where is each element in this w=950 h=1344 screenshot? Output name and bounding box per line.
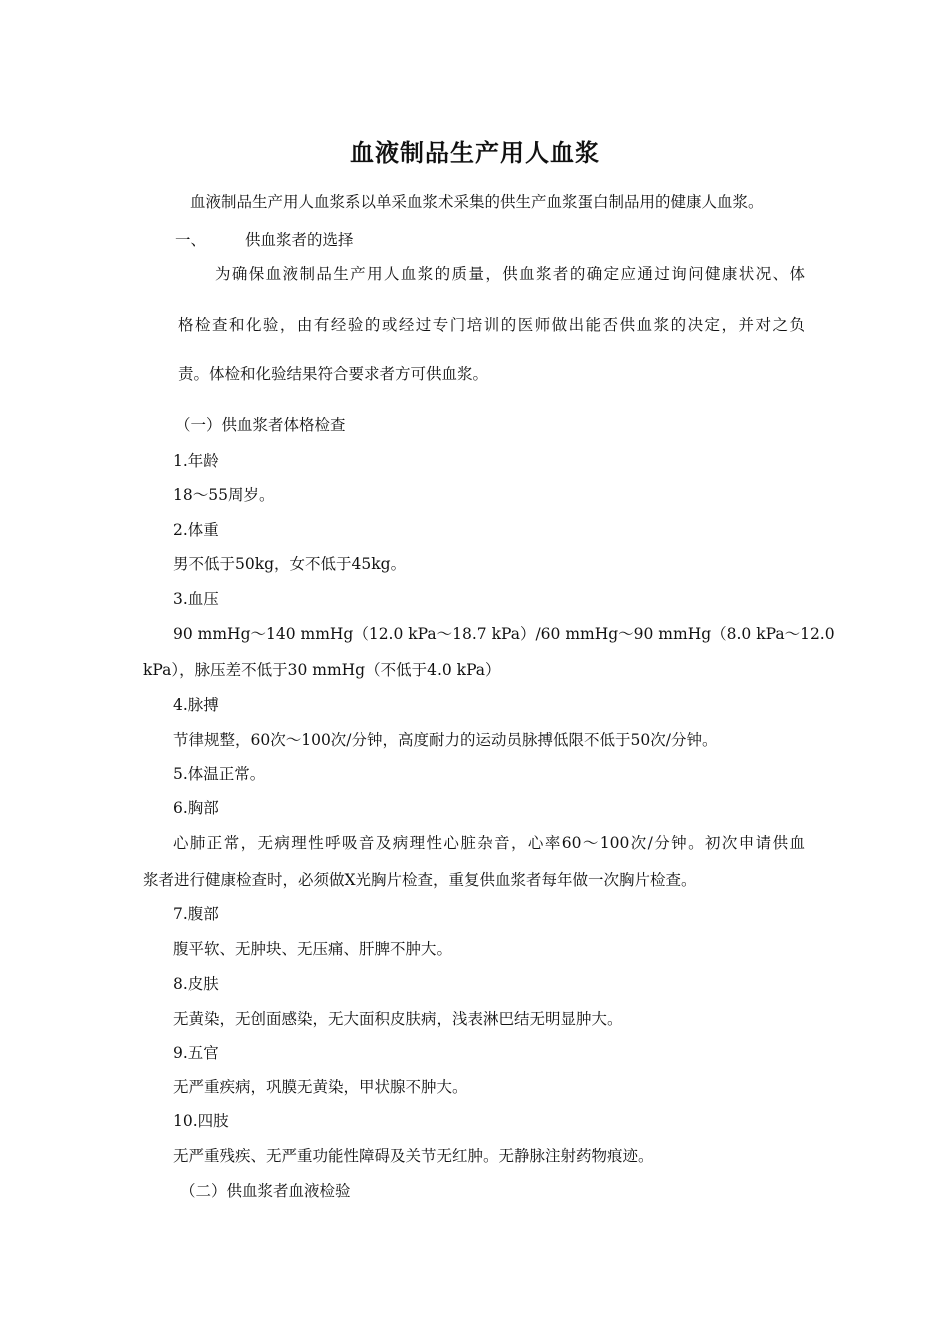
item-text: 90 mmHg～140 mmHg（12.0 kPa～18.7 kPa）/60 mmHg～90 mmHg（8.0 kPa～12.0 <box>173 625 835 643</box>
intro-paragraph: 血液制品生产用人血浆系以单采血浆术采集的供生产血浆蛋白制品用的健康人血浆。 <box>190 193 764 211</box>
item-label: 5.体温正常。 <box>173 765 266 783</box>
item-text: 男不低于50kg，女不低于45kg。 <box>173 555 407 573</box>
item-text: 无黄染，无创面感染，无大面积皮肤病，浅表淋巴结无明显肿大。 <box>173 1010 623 1028</box>
section-paragraph-line: 格检查和化验，由有经验的或经过专门培训的医师做出能否供血浆的决定，并对之负 <box>178 316 805 334</box>
item-label: 6.胸部 <box>173 799 219 817</box>
item-label: 10.四肢 <box>173 1112 229 1130</box>
section-heading: 供血浆者的选择 <box>245 231 354 249</box>
item-text: 无严重残疾、无严重功能性障碍及关节无红肿。无静脉注射药物痕迹。 <box>173 1147 654 1165</box>
item-label: 8.皮肤 <box>173 975 219 993</box>
item-text: 18～55周岁。 <box>173 486 275 504</box>
item-text: 腹平软、无肿块、无压痛、肝脾不肿大。 <box>173 940 453 958</box>
item-text: 节律规整，60次～100次/分钟，高度耐力的运动员脉搏低限不低于50次/分钟。 <box>173 731 718 749</box>
item-text: 浆者进行健康检查时，必须做X光胸片检查，重复供血浆者每年做一次胸片检查。 <box>143 871 697 889</box>
item-label: 4.脉搏 <box>173 696 219 714</box>
item-text: 心肺正常，无病理性呼吸音及病理性心脏杂音，心率60～100次/分钟。初次申请供血 <box>173 834 805 852</box>
section-paragraph-line: 责。体检和化验结果符合要求者方可供血浆。 <box>178 365 489 383</box>
item-label: 2.体重 <box>173 521 219 539</box>
item-label: 9.五官 <box>173 1044 219 1062</box>
section-paragraph-line: 为确保血液制品生产用人血浆的质量，供血浆者的确定应通过询问健康状况、体 <box>215 265 805 283</box>
item-label: 7.腹部 <box>173 905 219 923</box>
subsection-heading: （二）供血浆者血液检验 <box>180 1182 351 1200</box>
subsection-heading: （一）供血浆者体格检查 <box>175 416 346 434</box>
item-text: kPa），脉压差不低于30 mmHg（不低于4.0 kPa） <box>143 661 501 679</box>
section-number: 一、 <box>175 231 207 249</box>
item-label: 1.年龄 <box>173 452 219 470</box>
item-text: 无严重疾病，巩膜无黄染，甲状腺不肿大。 <box>173 1078 468 1096</box>
item-label: 3.血压 <box>173 590 219 608</box>
document-title: 血液制品生产用人血浆 <box>350 138 600 167</box>
